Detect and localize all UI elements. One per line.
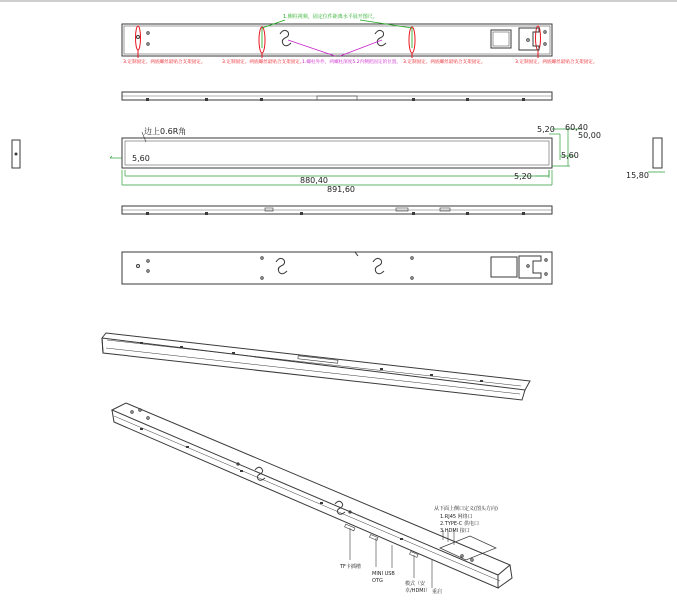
front-view-outline	[122, 138, 552, 168]
mode-label: 模式（安	[405, 581, 426, 587]
red-note-2: 3.定制固定。两底螺丝最贴合支架固定。	[222, 60, 305, 65]
otg-label: OTG	[372, 578, 383, 584]
dim-891-60: 891,60	[327, 185, 355, 194]
dim-60-40: 60,40	[565, 123, 588, 132]
front-view	[122, 138, 552, 168]
top-view-outline	[122, 24, 552, 56]
port-note-2: 2.TYPE-C 供电口	[440, 521, 479, 527]
dim-880-40: 880,40	[300, 176, 328, 185]
dim-5-60-right: 5,60	[561, 151, 579, 160]
back-view	[122, 252, 552, 284]
iso-back-bar	[112, 403, 512, 588]
top-view-inner-outline	[124, 26, 550, 54]
hanger-hook	[375, 30, 386, 45]
iso-front-bar	[102, 333, 530, 400]
dim-15-80: 15,80	[626, 171, 649, 180]
dim-50-00: 50,00	[578, 131, 601, 140]
dim-5-20-bottom: 5,20	[514, 172, 532, 181]
right-end-view	[653, 138, 662, 168]
end-bracket	[491, 30, 511, 48]
green-note: 1.侧柱视频，固定位件距离水平展开图尺。	[283, 14, 378, 20]
hanger-hook	[280, 30, 291, 45]
magenta-leaders	[288, 40, 382, 56]
back-view-outline	[122, 252, 552, 284]
side-view-1	[122, 92, 552, 101]
red-note-1: 3.定制固定。两底螺丝最贴合支架固定。	[123, 60, 206, 65]
screw-hole	[147, 32, 149, 34]
dim-5-60-left: 5,60	[132, 154, 150, 163]
port-notes-title: 从下面上侧口定义(图头方向)	[434, 506, 498, 512]
corner-label: 边上0.6R角	[144, 127, 187, 136]
hanger-hook	[373, 258, 384, 273]
back-port-bracket	[491, 257, 517, 277]
screw-hole	[147, 43, 149, 45]
magenta-note: 1.螺柱外件，两螺柱深度5.2内侧把固定的位置。	[302, 60, 401, 65]
hanger-hook	[276, 258, 287, 273]
front-view-screen	[125, 141, 549, 165]
tf-slot-label: TF卡插槽	[340, 564, 361, 570]
mount-markers-red	[136, 26, 541, 58]
left-end-view	[12, 140, 20, 168]
side-slot	[317, 96, 357, 100]
iso-leaders	[350, 528, 454, 588]
top-view	[122, 20, 552, 58]
mini-usb-label: MINI USB	[372, 571, 395, 577]
red-note-4: 3.定制固定。两底螺丝最贴合支架固定。	[515, 60, 598, 65]
port-note-1: 1.RJ45 网络口	[440, 514, 473, 520]
mode-label-2: 卓/HDMI）	[405, 588, 431, 594]
red-note-3: 3.定制固定。两底螺丝最贴合支架固定。	[403, 60, 486, 65]
port-note-3: 3.HDMI 接口	[440, 528, 470, 534]
side-view-2	[122, 206, 552, 215]
screw-hole	[137, 36, 140, 39]
power-label: 重启	[432, 589, 443, 595]
dim-5-20-top: 5,20	[537, 125, 555, 134]
